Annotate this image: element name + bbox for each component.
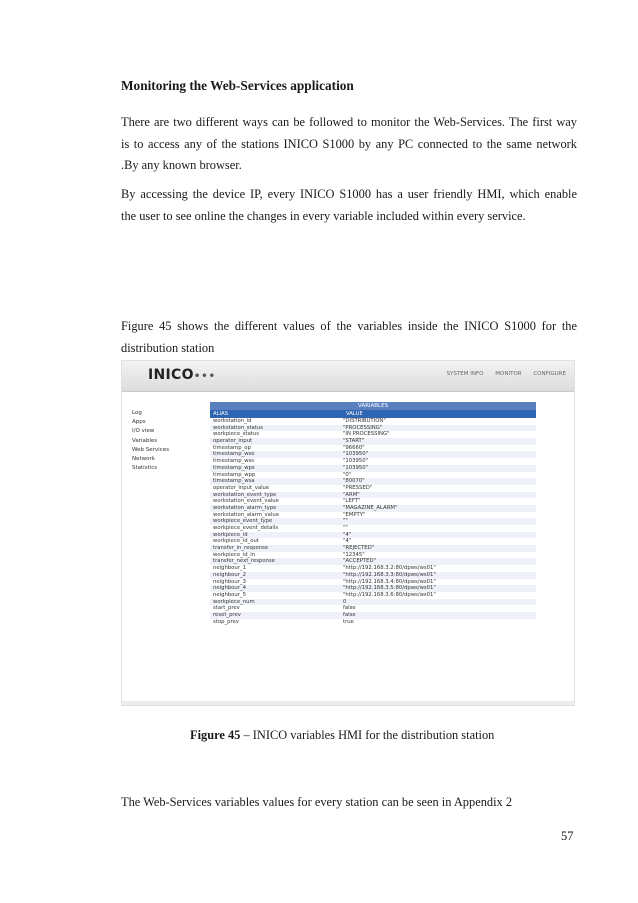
logo-dots-icon: •••: [193, 371, 216, 382]
paragraph-line: distribution station: [121, 340, 215, 355]
logo-text: INICO: [148, 367, 194, 383]
table-row: [210, 465, 536, 472]
sidebar-item-io-view[interactable]: I/O view: [132, 428, 155, 435]
alias-cell: workpiece_id_out: [213, 538, 259, 545]
nav-configure[interactable]: CONFIGURE: [533, 371, 566, 377]
alias-cell: stop_prev: [213, 618, 239, 625]
hmi-footer-bar: [122, 701, 574, 705]
table-row: [210, 579, 536, 586]
table-row: [210, 505, 536, 512]
alias-cell: workpiece_id: [213, 531, 248, 538]
variables-table-title: VARIABLES: [210, 402, 536, 410]
alias-cell: workstation_alarm_type: [213, 504, 277, 511]
table-row: [210, 605, 536, 612]
table-row: [210, 458, 536, 465]
value-cell: false: [343, 611, 356, 618]
value-cell: "12345": [343, 551, 365, 558]
table-row: [210, 525, 536, 532]
paragraph-line: By accessing the device IP, every INICO S1000 has a user friendly HMI, which enable: [121, 187, 577, 201]
table-row: [210, 512, 536, 519]
alias-cell: start_prev: [213, 605, 240, 612]
alias-cell: workstation_event_value: [213, 498, 279, 505]
alias-cell: timestamp_wss: [213, 458, 255, 465]
value-cell: true: [343, 618, 354, 625]
alias-cell: workpiece_event_details: [213, 525, 279, 531]
table-row: [210, 478, 536, 485]
table-row: [210, 492, 536, 499]
value-cell: "103950": [343, 458, 369, 465]
alias-cell: transfer_next_response: [213, 558, 276, 565]
table-row: [210, 585, 536, 592]
value-cell: "http://192.168.3.6:80/dpws/ws01": [343, 591, 436, 598]
value-cell: "96660": [343, 444, 365, 451]
alias-cell: workstation_status: [213, 424, 263, 431]
sidebar-item-statistics[interactable]: Statistics: [132, 465, 158, 472]
paragraph-intro: [121, 112, 577, 177]
table-row: [210, 445, 536, 452]
table-row: [210, 612, 536, 619]
paragraph-device-ip: [121, 184, 577, 227]
alias-cell: transfer_in_response: [213, 545, 269, 552]
table-row: [210, 538, 536, 545]
paragraph-line: .By any known browser.: [121, 158, 242, 172]
sidebar-item-network[interactable]: Network: [132, 456, 155, 463]
figure-caption: [190, 728, 494, 743]
value-cell: "PRESSED": [343, 484, 373, 491]
alias-cell: workpiece_num: [213, 598, 255, 605]
table-row: [210, 498, 536, 505]
value-cell: "": [343, 525, 348, 531]
paragraph-appendix: [121, 792, 577, 814]
sidebar-item-variables[interactable]: Variables: [132, 437, 158, 444]
table-row: [210, 438, 536, 445]
value-cell: "IN PROCESSING": [343, 431, 390, 438]
col-alias-header: ALIAS: [213, 411, 229, 417]
alias-cell: timestamp_wsa: [213, 478, 255, 485]
variables-table-body: [210, 418, 536, 625]
alias-cell: neighbour_1: [213, 565, 246, 572]
nav-system-info[interactable]: SYSTEM INFO: [446, 371, 484, 377]
alias-cell: workstation_alarm_value: [213, 511, 280, 518]
alias-cell: neighbour_3: [213, 578, 246, 585]
value-cell: "START": [343, 438, 365, 445]
value-cell: "REJECTED": [343, 545, 375, 552]
alias-cell: workpiece_status: [213, 431, 260, 438]
sidebar-item-apps[interactable]: Apps: [132, 419, 146, 426]
paragraph-figure-ref: [121, 316, 577, 359]
alias-cell: timestamp_op: [213, 444, 251, 451]
value-cell: "http://192.168.3.3:80/dpws/ws01": [343, 571, 436, 578]
alias-cell: operator_input_value: [213, 484, 270, 491]
hmi-sidebar: [132, 409, 169, 473]
inico-hmi-screenshot: [121, 360, 575, 706]
table-row: [210, 552, 536, 559]
value-cell: "103950": [343, 451, 369, 458]
value-cell: "4": [343, 538, 352, 545]
alias-cell: workstation_id: [213, 418, 252, 424]
variables-table: [210, 402, 536, 625]
nav-monitor[interactable]: MONITOR: [495, 371, 522, 377]
value-cell: "": [343, 518, 348, 525]
table-row: [210, 485, 536, 492]
paragraph-line: Figure 45 shows the different values of the variables inside the INICO S1000 for the: [121, 319, 577, 333]
sidebar-item-log[interactable]: Log: [132, 410, 142, 416]
caption-label: Figure 45: [190, 728, 241, 742]
caption-text: – INICO variables HMI for the distribution station: [240, 728, 495, 742]
value-cell: "DISTRIBUTION": [343, 418, 386, 424]
alias-cell: timestamp_wse: [213, 451, 255, 458]
table-row: [210, 558, 536, 565]
table-row: [210, 451, 536, 458]
alias-cell: workstation_event_type: [213, 491, 277, 498]
table-row: [210, 565, 536, 572]
value-cell: "ACCEPTED": [343, 558, 377, 565]
alias-cell: reset_prev: [213, 611, 241, 618]
table-row: [210, 518, 536, 525]
alias-cell: workpiece_event_type: [213, 518, 273, 525]
paragraph-line: is to access any of the stations INICO S1000 by any PC connected to the same network: [121, 136, 577, 151]
value-cell: "0": [343, 471, 352, 478]
value-cell: "EMPTY": [343, 511, 366, 518]
paragraph-line: The Web-Services variables values for every station can be seen in Appendix 2: [121, 795, 513, 809]
alias-cell: timestamp_wps: [213, 464, 255, 471]
value-cell: "LEFT": [343, 498, 361, 505]
page-number: 57: [561, 829, 574, 843]
table-row: [210, 619, 536, 626]
table-row: [210, 418, 536, 425]
table-row: [210, 425, 536, 432]
alias-cell: neighbour_4: [213, 585, 246, 592]
alias-cell: operator_input: [213, 438, 253, 445]
value-cell: "ARM": [343, 491, 360, 498]
value-cell: "PROCESSING": [343, 424, 383, 431]
hmi-topbar: [122, 361, 574, 392]
value-cell: "4": [343, 531, 352, 538]
alias-cell: neighbour_2: [213, 571, 246, 578]
table-row: [210, 472, 536, 479]
hmi-top-nav: [437, 371, 566, 377]
table-row: [210, 431, 536, 438]
value-cell: "http://192.168.3.4:80/dpws/ws01": [343, 578, 436, 585]
value-cell: "http://192.168.3.5:80/dpws/ws01": [343, 585, 436, 592]
table-row: [210, 572, 536, 579]
table-row: [210, 532, 536, 539]
alias-cell: neighbour_5: [213, 591, 246, 598]
table-row: [210, 592, 536, 599]
col-value-header: VALUE: [346, 411, 363, 417]
inico-logo: [148, 367, 216, 383]
value-cell: 0: [343, 598, 347, 605]
table-row: [210, 599, 536, 606]
value-cell: "MAGAZINE_ALARM": [343, 504, 398, 511]
variables-table-header: [210, 410, 536, 418]
alias-cell: timestamp_wpp: [213, 471, 256, 478]
paragraph-line: There are two different ways can be followed to monitor the Web-Services. The first way: [121, 115, 577, 129]
value-cell: "http://192.168.3.2:80/dpws/ws01": [343, 565, 436, 572]
value-cell: "80070": [343, 478, 365, 485]
value-cell: false: [343, 605, 356, 612]
value-cell: "103950": [343, 464, 369, 471]
table-row: [210, 545, 536, 552]
paragraph-line: the user to see online the changes in every variable included within every service.: [121, 208, 526, 223]
alias-cell: workpiece_id_in: [213, 551, 256, 558]
sidebar-item-web-services[interactable]: Web Services: [132, 446, 169, 453]
section-heading: Monitoring the Web-Services application: [121, 78, 354, 93]
